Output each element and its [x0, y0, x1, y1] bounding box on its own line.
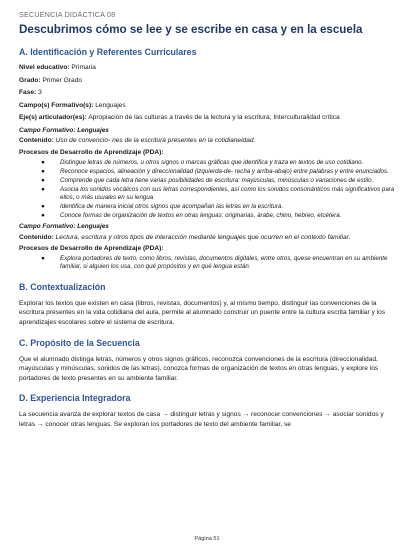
pda-list-2 — [19, 255, 397, 272]
pda-item: ● Identifica de manera inicial otros signos que acompañan las letras en la escritura. — [41, 202, 284, 210]
pda-list-1 — [19, 159, 397, 221]
nivel-educativo: Nivel educativo: Primaria — [19, 64, 96, 71]
campo-formativo-2: Campo Formativo: Lenguajes — [19, 223, 109, 231]
contenido-1: Contenido: Uso de convencio- nes de la escritura presentes en la cotidianeidad. — [19, 137, 256, 145]
section-d-text: La secuencia avanza de explorar textos de casa → distinguir letras y signos → reconocer convenciones → asociar sonidos y letras → conocer otras lenguas. Se exploran los portadores de texto del ambiente familiar, se — [19, 411, 384, 428]
grado: Grado: Primer Grado — [19, 76, 83, 84]
fase: Fase: 3 — [19, 89, 42, 97]
section-b-heading: B. Contextualización — [19, 281, 106, 292]
page-number: Página 51 — [194, 536, 220, 542]
section-b-text: Explorar los textos que existen en casa (libros, revistas, documentos) y, al mismo tiempo, distinguir las convenciones de la escritura presentes en la vida cotidiana del aula, permite al alumnado construir un puente entre la cultura escrita familiar y los aprendizajes escolares sobre el sistema de escritura. — [19, 299, 386, 326]
pda-item: ● Asocia los sonidos vocálicos con sus letras correspondientes, así como los sonidos consonánticos más significativos para ellos, o más usuales en su lengua — [41, 185, 395, 201]
section-d-heading: D. Experiencia Integradora — [19, 393, 131, 404]
pda-item: ● Reconoce espacios, alineación y direccionalidad (izquierda-de- recha y arriba-abajo) entre palabras y entre enunciados. — [41, 167, 389, 175]
campos-formativos: Campo(s) Formativo(s): Lenguajes — [19, 101, 126, 109]
pda-label-1: Procesos de Desarrollo de Aprendizaje (PDA): — [19, 148, 164, 156]
pda-label-2: Procesos de Desarrollo de Aprendizaje (PDA): — [19, 245, 164, 253]
campo-formativo-1: Campo Formativo: Lenguajes — [19, 126, 109, 134]
pda-item: ● Distingue letras de números, u otros signos o marcas gráficas que identifica y traza en textos de uso cotidiano. — [41, 158, 364, 166]
page-title: Descubrimos cómo se lee y se escribe en casa y en la escuela — [19, 23, 363, 36]
section-c-heading: C. Propósito de la Secuencia — [19, 337, 140, 348]
document-page — [19, 10, 397, 440]
ejes-articuladores: Eje(s) articulador(es): Apropiación de las culturas a través de la lectura y la escritura; Interculturalidad crítica — [19, 114, 340, 122]
section-c-text: Que el alumnado distinga letras, números y otros signos gráficos, reconozca convenciones de la escritura (direccionalidad, mayúsculas y minúsculas, sonidos de las letras), conozca formas de organización de textos en otras lenguas, y explore los portadores de texto presentes en su ambiente familiar. — [19, 355, 379, 382]
pda-item: ● Conoce formas de organización de textos en otras lenguas: originarias, árabe, chino, hebreo, etcétera. — [41, 211, 342, 219]
pda-item: ● Explora portadores de texto, como libros, revistas, documentos digitales, entre otros, quese encuentran en su ambiente familiar, si alguien los usa, con qué propósitos y en qué lengua están. — [41, 254, 388, 271]
sequence-kicker: SECUENCIA DIDÁCTICA 08 — [19, 10, 116, 19]
section-a-heading: A. Identificación y Referentes Curriculares — [19, 47, 197, 57]
pda-item: ● Comprende que cada letra tiene varias posibilidades de escritura: mayúsculas, minúsculas o variaciones de estilo. — [41, 176, 374, 184]
contenido-2: Contenido: Lectura, escritura y otros tipos de interacción mediante lenguajes que ocurren en el contexto familiar. — [19, 233, 351, 241]
